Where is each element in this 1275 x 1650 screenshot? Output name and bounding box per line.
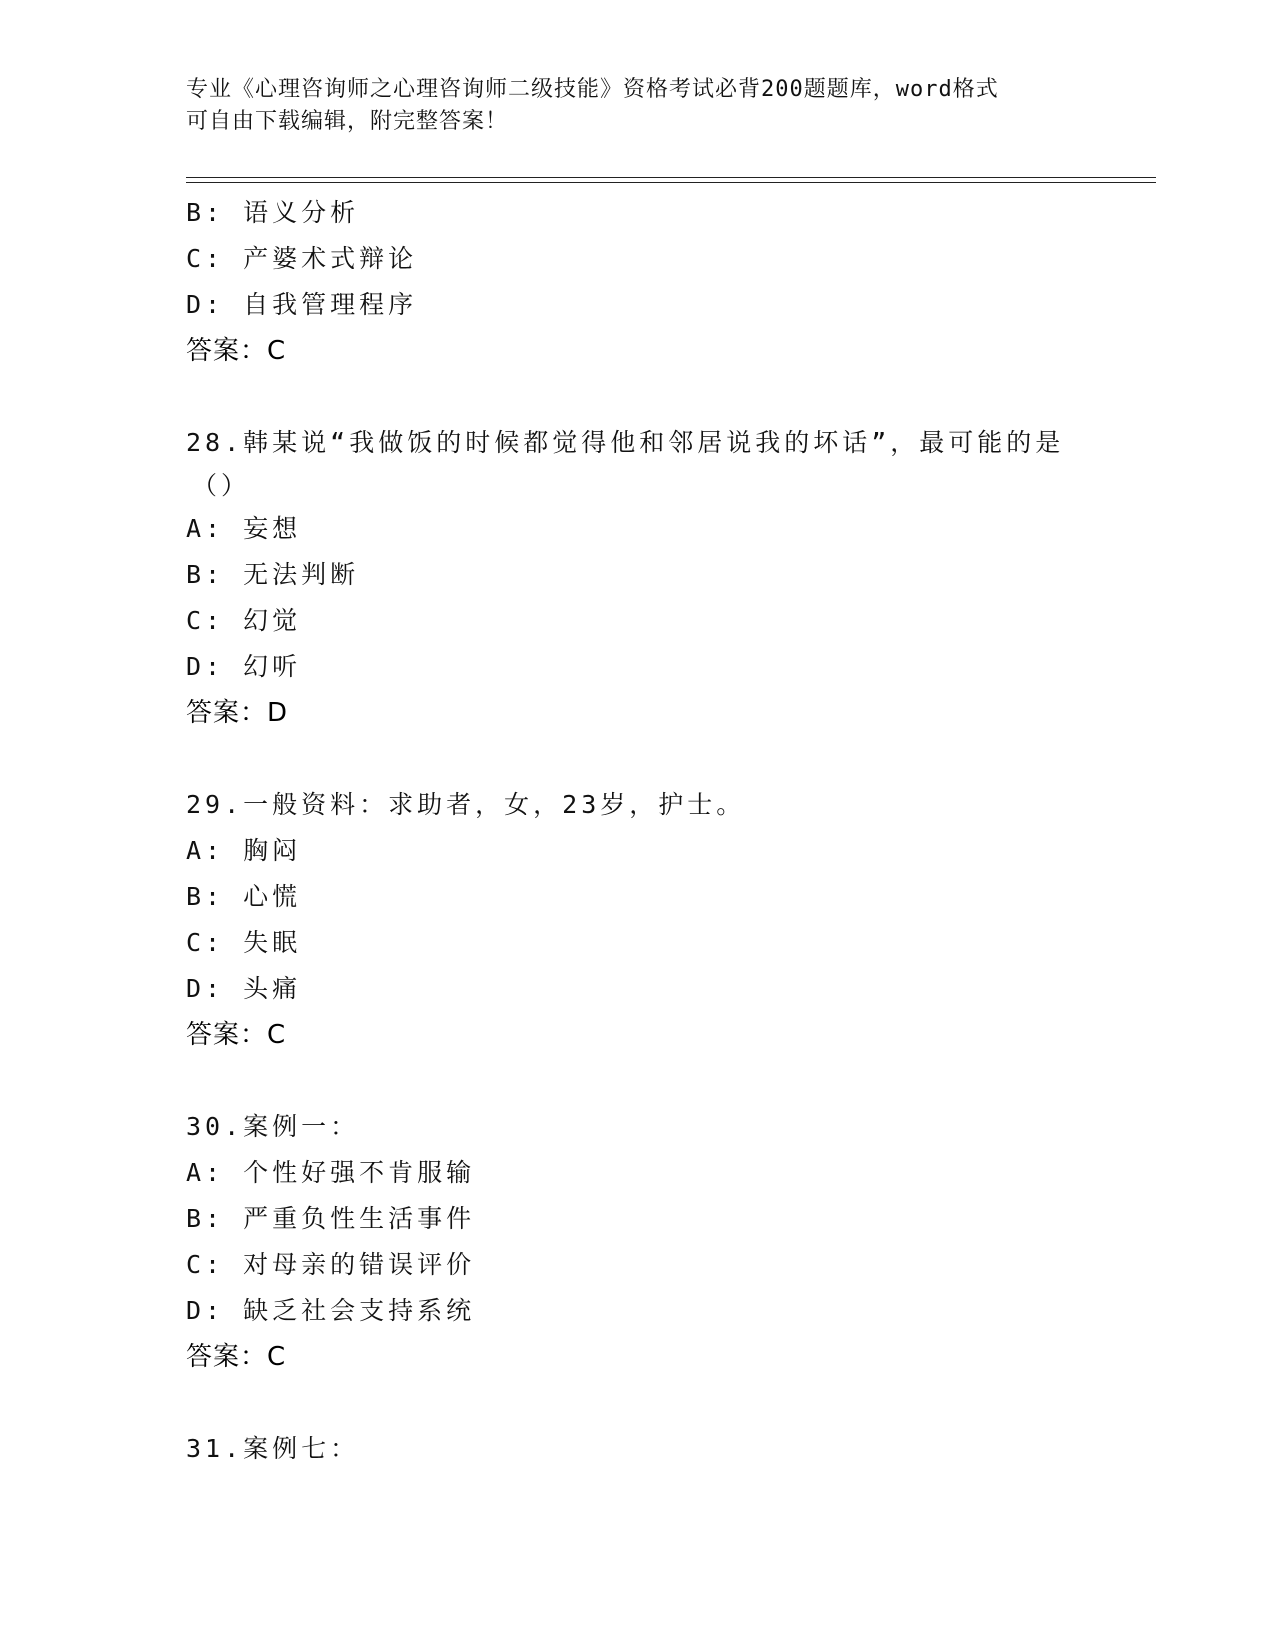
option-d: D: 自我管理程序 — [186, 290, 418, 319]
question-text: 29.一般资料：求助者，女，23岁，护士。 — [186, 790, 746, 819]
option-b: B: 无法判断 — [186, 560, 360, 589]
question-text: 31.案例七： — [186, 1434, 360, 1463]
option-c: C: 对母亲的错误评价 — [186, 1250, 476, 1279]
spacer — [186, 736, 1146, 782]
header-divider-top — [186, 177, 1156, 178]
spacer — [186, 1058, 1146, 1104]
spacer — [186, 1380, 1146, 1426]
question-28 — [186, 420, 1146, 736]
option-c: C: 产婆术式辩论 — [186, 244, 418, 273]
document-header — [186, 74, 1066, 138]
spacer — [186, 374, 1146, 420]
option-d: D: 缺乏社会支持系统 — [186, 1296, 476, 1325]
option-a: A: 胸闷 — [186, 836, 302, 865]
answer-line: 答案：C — [186, 1342, 287, 1372]
option-c: C: 幻觉 — [186, 606, 302, 635]
question-31 — [186, 1426, 1146, 1472]
question-list — [186, 190, 1146, 1472]
option-b: B: 心慌 — [186, 882, 302, 911]
question-text-continued: （） — [192, 471, 251, 500]
answer-line: 答案：D — [186, 698, 289, 728]
option-d: D: 头痛 — [186, 974, 302, 1003]
option-b: B: 语义分析 — [186, 198, 360, 227]
option-b: B: 严重负性生活事件 — [186, 1204, 476, 1233]
question-27 — [186, 190, 1146, 374]
option-a: A: 妄想 — [186, 514, 302, 543]
answer-line: 答案：C — [186, 336, 287, 366]
question-text: 30.案例一： — [186, 1112, 360, 1141]
question-30 — [186, 1104, 1146, 1380]
option-d: D: 幻听 — [186, 652, 302, 681]
question-29 — [186, 782, 1146, 1058]
header-title-line2: 可自由下载编辑，附完整答案！ — [186, 109, 509, 134]
option-c: C: 失眠 — [186, 928, 302, 957]
header-title-line1: 专业《心理咨询师之心理咨询师二级技能》资格考试必背200题题库，word格式 — [186, 77, 999, 102]
question-text: 28.韩某说“我做饭的时候都觉得他和邻居说我的坏话”，最可能的是 — [186, 428, 1065, 457]
header-divider-bottom — [186, 182, 1156, 183]
answer-line: 答案：C — [186, 1020, 287, 1050]
option-a: A: 个性好强不肯服输 — [186, 1158, 476, 1187]
